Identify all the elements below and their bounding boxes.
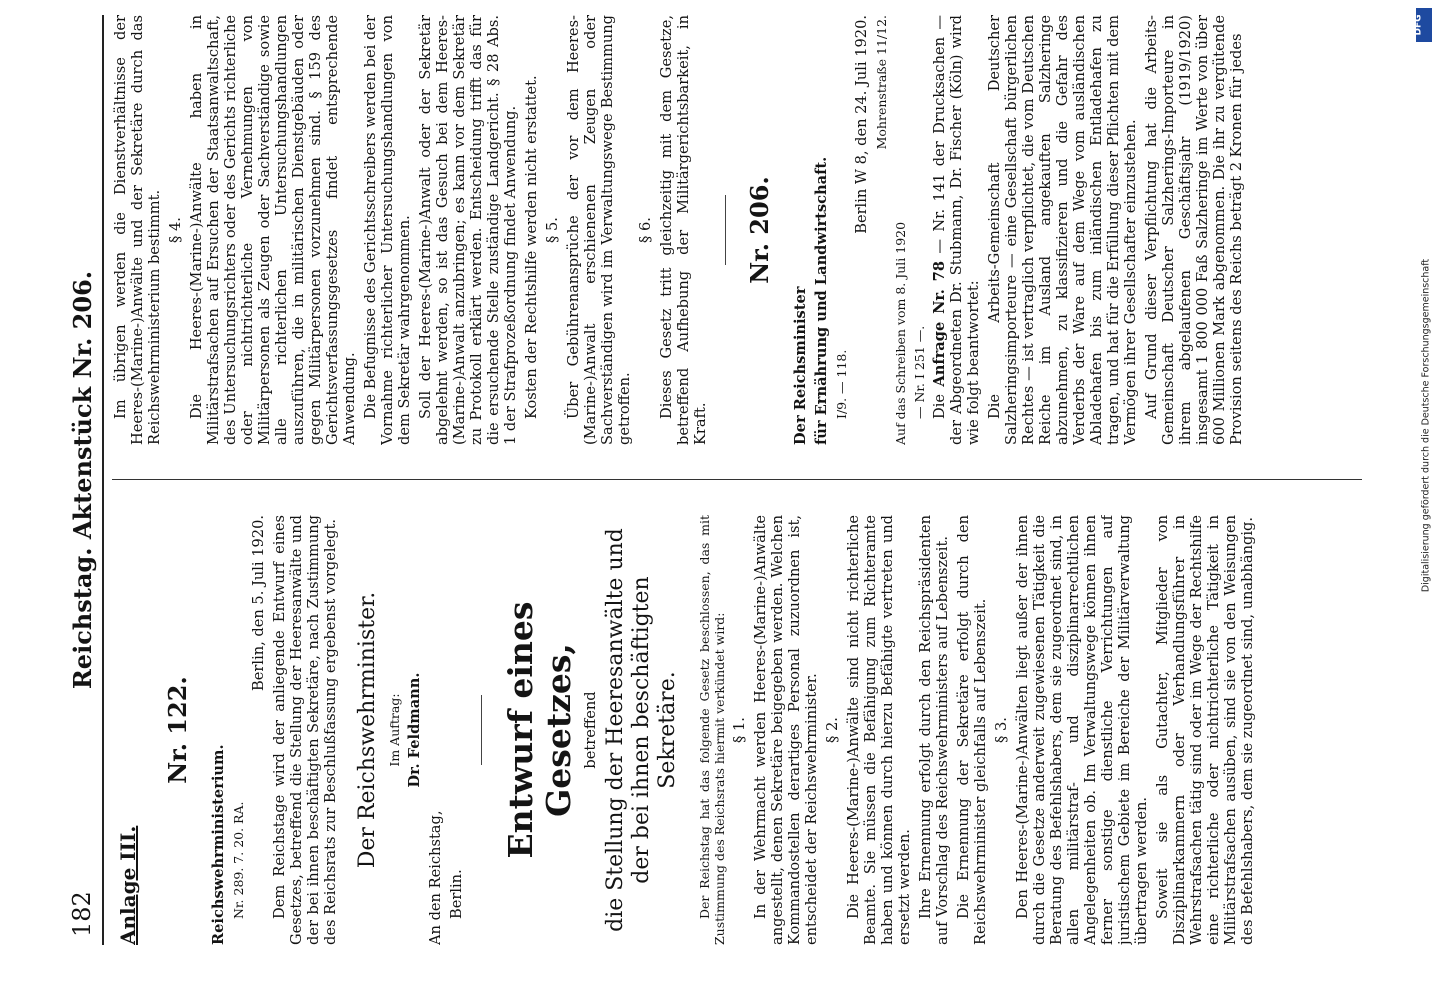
document-number: Nr. 206.: [745, 176, 774, 284]
bill-subject: die Stellung der Heeresanwälte und der bei ihnen beschäftigten Sekretäre.: [603, 528, 680, 932]
document-number: Nr. 122.: [163, 676, 192, 784]
section-6-text: Dieses Gesetz tritt gleichzeitig mit dem Gesetze, betreffend Aufhebung der Militärgerichtsbarkeit, in Kraft.: [658, 15, 709, 445]
on-behalf-label: Im Auftrag:: [387, 693, 402, 767]
addressee-line-2: Berlin.: [448, 869, 465, 919]
header-title: Reichstag. Aktenstück Nr. 206.: [68, 270, 97, 690]
reference-letter: Auf das Schreiben vom 8. Juli 1920: [893, 221, 908, 445]
answer-paragraph-1: Die Arbeits-Gemeinschaft Deutscher Salzheringsimporteure — eine Gesellschaft bürgerlichen Rechtes — ist vertraglich verpflichtet, die vom Deutschen Reiche im Ausland angekauften Salzheringe abzunehmen, zu klassifizieren und die Gefahr des Verderbs der Ware auf dem Wege vom ausländischen Abladehafen bis zum inländischen Entladehafen zu tragen, und hat für die Erfüllung dieser Pflichten mit dem Vermögen ihrer Gesellschafter einzustehen.: [986, 15, 1139, 445]
digitization-credit: Digitalisierung gefördert durch die Deutsche Forschungsgemeinschaft: [1420, 258, 1432, 593]
minister-title: Der Reichswehrminister.: [355, 591, 380, 869]
letter-date: Berlin W 8, den 24. Juli 1920.: [853, 15, 870, 234]
left-column: [112, 515, 1372, 945]
section-3-paragraph-1: Den Heeres-(Marine-)Anwälten liegt außer der ihnen durch die Gesetze anderweit zugewiesenen Tätigkeit die Beratung des Befehlshabers, dem sie zugeordnet sind, in allen militärstraf- und disziplinarrechtlichen Angelegenheiten ob. Im Verwaltungswege können ihnen ferner sonstige dienstliche Verrichtungen auf juristischem Gebiete im Bereiche der Militärverwaltung übertragen werden.: [1014, 515, 1150, 945]
section-4-paragraph-1: Die Heeres-(Marine-)Anwälte haben in Militärstrafsachen auf Ersuchen der Staatsanwaltschaft, des Untersuchungsrichters oder des Gerichts richterliche oder nichtrichterliche Vernehmungen von Militärpersonen als Zeugen oder Sachverständige sowie alle richterlichen Untersuchungshandlungen auszuführen, die in militärischen Dienstgebäuden oder gegen Militärpersonen vorzunehmen sind. § 159 des Gerichtsverfassungsgesetzes findet entsprechende Anwendung.: [188, 15, 358, 445]
letter-date: Berlin, den 5. Juli 1920.: [250, 515, 267, 691]
column-divider: [112, 479, 1362, 480]
section-2-paragraph-2: Ihre Ernennung erfolgt durch den Reichspräsidenten auf Vorschlag des Reichswehrministers auf Lebenszeit.: [917, 515, 951, 945]
inquiry-paragraph: [931, 15, 982, 445]
cover-letter-text: Dem Reichstage wird der anliegende Entwurf eines Gesetzes, betreffend die Stellung der Heeresanwälte und der bei ihnen beschäftigten Sekretäre, nach Zustimmung des Reichsrats zur Beschlußfassung ergebenst vorgelegt.: [271, 515, 339, 945]
separator: [725, 195, 726, 265]
section-6-heading: § 6.: [637, 217, 654, 243]
section-3-paragraph-2: Soweit sie als Gutachter, Mitglieder von Disziplinarkammern oder Verhandlungsführer in Wehrstrafsachen tätig sind oder im Wege der Rechtshilfe eine richterliche oder nichtrichterliche Tätigkeit in Militärstrafsachen ausüben, sind sie von den Weisungen des Befehlshabers, dem sie zugeordnet sind, unabhängig.: [1154, 515, 1256, 945]
section-4-paragraph-4: Kosten der Rechtshilfe werden nicht erstattet.: [523, 75, 540, 419]
bill-title: Entwurf eines Gesetzes,: [501, 601, 578, 859]
page-header: [62, 15, 104, 945]
dfg-logo: [1413, 8, 1432, 42]
bill-title-concerning: betreffend: [582, 691, 599, 769]
ministry-line-2: für Ernährung und Landwirtschaft.: [813, 156, 830, 445]
right-column: [112, 15, 1372, 445]
section-2-heading: § 2.: [824, 717, 841, 743]
section-1-text: In der Wehrmacht werden Heeres-(Marine-)Anwälte angestellt, denen Sekretäre beigegeben werden. Welchen Kommandostellen derartiges Personal zuzuordnen ist, entscheidet der Reichswehrminister.: [752, 515, 820, 945]
page-number: 182: [68, 891, 96, 937]
section-3-continuation: Im übrigen werden die Dienstverhältnisse der Heeres-(Marine-)Anwälte und der Sekretäre durch das Reichswehrministerium bestimmt.: [112, 15, 163, 445]
inquiry-prefix: Die: [931, 393, 948, 419]
reference-number: Nr. 289. 7. 20. RA.: [231, 801, 246, 919]
ministry-line-1: Der Reichsminister: [792, 286, 809, 445]
inquiry-number: Anfrage Nr. 78: [931, 261, 948, 387]
signatory-name: Dr. Feldmann.: [406, 672, 423, 788]
section-3-heading: § 3.: [993, 717, 1010, 743]
bill-preamble: Der Reichstag hat das folgende Gesetz beschlossen, das mit Zustimmung des Reichsrats hiermit verkündet wird:: [697, 515, 727, 945]
section-1-heading: § 1.: [731, 717, 748, 743]
answer-paragraph-2: Auf Grund dieser Verpflichtung hat die Arbeits-Gemeinschaft Deutscher Salzherings-Importeure in ihrem abgelaufenen Geschäftsjahr (1919/1920) insgesamt 1 800 000 Faß Salzheringe im Werte von über 600 Millionen Mark abgenommen. Die ihr zu vergütende Provision seitens des Reichs beträgt 2 Kronen für jedes: [1143, 15, 1245, 445]
reference-letter-number: — Nr. I 251 —.: [912, 325, 927, 419]
section-2-paragraph-1: Die Heeres-(Marine-)Anwälte sind nicht richterliche Beamte. Sie müssen die Befähigung zum Richteramte haben und können durch hierzu Befähigte vertreten und ersetzt werden.: [845, 515, 913, 945]
section-4-paragraph-3: Soll der Heeres-(Marine-)Anwalt oder der Sekretär abgelehnt werden, so ist das Gesuch bei dem Heeres-(Marine-)Anwalt anzubringen; es kann vor dem Sekretär zu Protokoll erklärt werden. Entscheidung trifft das für die ersuchende Stelle zuständige Landgericht. § 28 Abs. 1 der Strafprozeßordnung findet Anwendung.: [417, 15, 519, 445]
section-2-paragraph-3: Die Ernennung der Sekretäre erfolgt durch den Reichswehrminister gleichfalls auf Lebenszeit.: [955, 515, 989, 945]
ministry-name: Reichswehrministerium.: [210, 744, 227, 945]
reference-number: I/9. — 118.: [834, 349, 849, 419]
section-5-text: Über Gebührenansprüche der vor dem Heeres-(Marine-)Anwalt erschienenen Zeugen oder Sachverständigen wird im Verwaltungswege Bestimmung getroffen.: [565, 15, 633, 445]
inquiry-text: — Nr. 141 der Drucksachen — der Abgeordneten Dr. Stubmann, Dr. Fischer (Köln) wird wie folgt beantwortet:: [931, 15, 982, 445]
section-5-heading: § 5.: [544, 217, 561, 243]
annex-label: Anlage III.: [116, 825, 140, 945]
section-4-heading: § 4.: [167, 217, 184, 243]
section-4-paragraph-2: Die Befugnisse des Gerichtsschreibers werden bei der Vornahme richterlicher Untersuchungshandlungen von dem Sekretär wahrgenommen.: [362, 15, 413, 445]
addressee-line-1: An den Reichstag,: [427, 810, 444, 945]
separator: [481, 695, 482, 765]
digitization-sidebar: [1413, 0, 1434, 1000]
dfg-logo-text: DFG: [1413, 14, 1424, 36]
street-address: Mohrenstraße 11/12.: [874, 15, 889, 150]
